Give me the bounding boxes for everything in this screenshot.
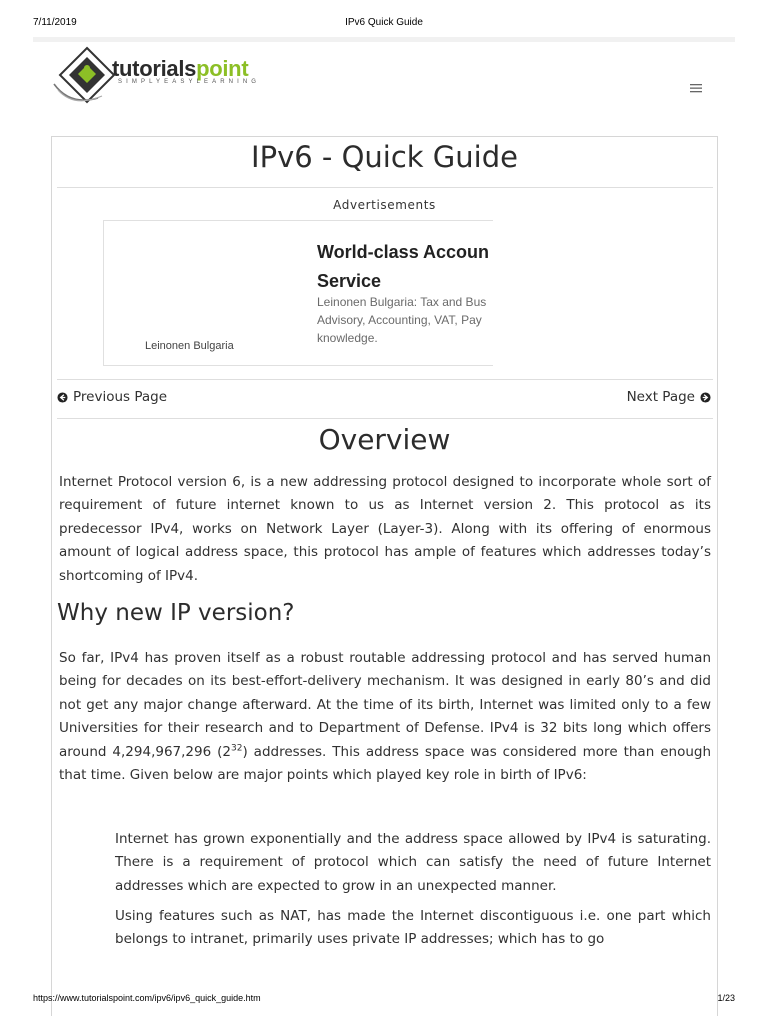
why-text-exponent: 32	[231, 743, 243, 754]
next-page-link[interactable]	[627, 389, 711, 405]
print-title: IPv6 Quick Guide	[345, 17, 423, 28]
logo-word-point: point	[196, 56, 249, 81]
overview-heading: Overview	[318, 423, 451, 456]
previous-page-link[interactable]	[57, 389, 167, 405]
top-divider	[33, 37, 735, 42]
list-item: Internet has grown exponentially and the address space allowed by IPv4 is saturating. There is a requirement of protocol which can satisfy the need of future Internet addresses which are expected to grow in an unexpected manner.	[115, 831, 711, 894]
previous-page-label: Previous Page	[73, 389, 168, 405]
why-text-before: So far, IPv4 has proven itself as a robust routable addressing protocol and has served human being for decades on its best-effort-delivery mechanism. It was designed in early 80’s and did not get any major change afterward. At the time of its birth, Internet was limited only to a few Universities for their research and to Department of Defense. IPv4 is 32 bits long which offers around 4,294,967,296 (2	[59, 650, 711, 760]
circle-arrow-right-icon	[700, 392, 711, 403]
logo-tagline: SIMPLYEASYLEARNING	[118, 79, 261, 85]
ad-body[interactable]	[317, 293, 493, 347]
ad-body-line1: Leinonen Bulgaria: Tax and Bus	[317, 295, 487, 309]
print-page-number: 1/23	[717, 993, 735, 1003]
ad-headline-line2: Service	[317, 271, 382, 291]
ad-body-line2: Advisory, Accounting, VAT, Pay	[317, 313, 482, 327]
page-title: IPv6 - Quick Guide	[251, 140, 518, 174]
overview-paragraph: Internet Protocol version 6, is a new addressing protocol designed to incorporate whole sort of requirement of future internet known to us as Internet version 2. This protocol as its predecessor IPv4, works on Network Layer (Layer-3). Along with its offering of enormous amount of logical address space, this protocol has ample of features which addresses today’s shortcoming of IPv4.	[59, 474, 711, 584]
advertisements-label: Advertisements	[333, 198, 436, 212]
logo-word-tutorials: tutorials	[112, 56, 197, 81]
divider	[57, 418, 713, 419]
why-text-after: ) addresses. This address space was considered more than enough that time. Given below are major points which played key role in birth of IPv6:	[59, 743, 712, 784]
divider	[57, 187, 713, 188]
circle-arrow-left-icon	[57, 392, 68, 403]
ad-brand[interactable]: Leinonen Bulgaria	[145, 340, 234, 352]
print-url: https://www.tutorialspoint.com/ipv6/ipv6_quick_guide.htm	[33, 993, 261, 1003]
ad-headline[interactable]	[317, 238, 493, 296]
divider	[57, 379, 713, 380]
why-paragraph	[59, 647, 711, 787]
print-date: 7/11/2019	[33, 17, 77, 28]
ad-body-line3: knowledge.	[317, 331, 378, 345]
next-page-label: Next Page	[626, 389, 695, 405]
list-item: Using features such as NAT, has made the Internet discontiguous i.e. one part which belongs to intranet, primarily uses private IP addresses; which has to go	[115, 908, 711, 948]
ad-headline-line1: World-class Accoun	[317, 242, 490, 262]
why-new-ip-heading: Why new IP version?	[57, 600, 295, 626]
hamburger-menu-icon[interactable]	[689, 79, 703, 91]
logo-diamond-icon	[50, 44, 120, 108]
